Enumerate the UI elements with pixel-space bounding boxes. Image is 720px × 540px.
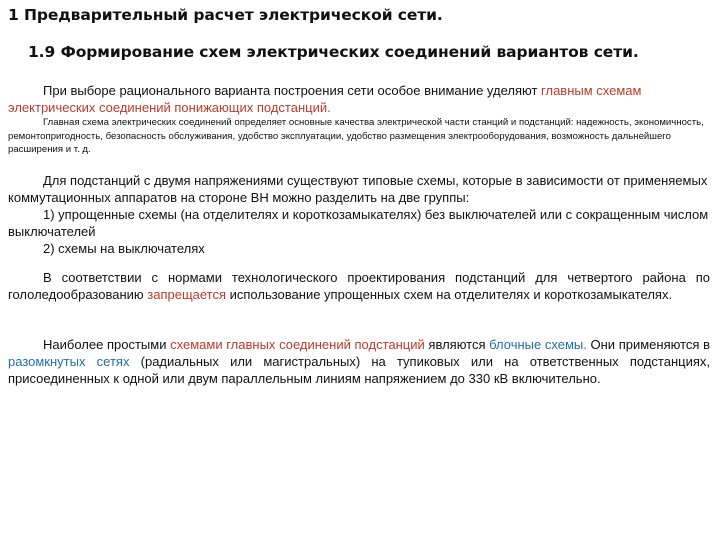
paragraph-typical-schemes [8,172,710,257]
paragraph-definition: Главная схема электрических соединений определяет основные качества электрической части станций и подстанций: надежность, экономичность, ремонтопригодность, безопасность обслуживания, удобство эксплуатации, удобство размещения электрооборудования, возможность дальнейшего расширения и т. д. [8,117,704,155]
paragraph-norms [8,269,710,303]
norms-text-b: использование упрощенных схем на отделителях и короткозамыкателях. [226,287,673,302]
highlight-main-connections: схемами главных соединений подстанций [170,337,425,352]
typical-schemes-intro: Для подстанций с двумя напряжениями существуют типовые схемы, которые в зависимости от применяемых коммутационных аппаратов на стороне ВН можно разделить на две группы: [8,173,708,205]
block-text-a: Наиболее простыми [43,337,171,352]
paragraph-intro [8,82,710,116]
paragraph-block-schemes [8,336,710,387]
highlight-block-schemes: блочные схемы. [489,337,587,352]
block-text-b: являются [424,337,490,352]
block-text-d: (радиальных или магистральных) на тупиковых или на ответственных подстанциях, присоединенных к одной или двум параллельным линиям напряжением до 330 кВ включительно. [8,354,710,386]
subsection-heading: 1.9 Формирование схем электрических соединений вариантов сети. [28,43,639,61]
highlight-main-schemes: главным схемам электрических соединений понижающих подстанций. [8,83,642,115]
highlight-open-networks: разомкнутых сетях [8,354,130,369]
norms-text-a: В соответствии с нормами технологического проектирования подстанций для четвертого района по гололедообразованию [8,270,710,302]
section-heading: 1 Предварительный расчет электрической сети. [8,6,443,24]
list-item-simplified: 1) упрощенные схемы (на отделителях и короткозамыкателях) без выключателей или с сокращенным числом выключателей [8,207,709,239]
highlight-prohibited: запрещается [147,287,227,302]
paragraph-intro-text: При выборе рационального варианта построения сети особое внимание уделяют [43,83,542,98]
block-text-c: Они применяются в [586,337,710,352]
list-item-breakers: 2) схемы на выключателях [43,241,205,256]
